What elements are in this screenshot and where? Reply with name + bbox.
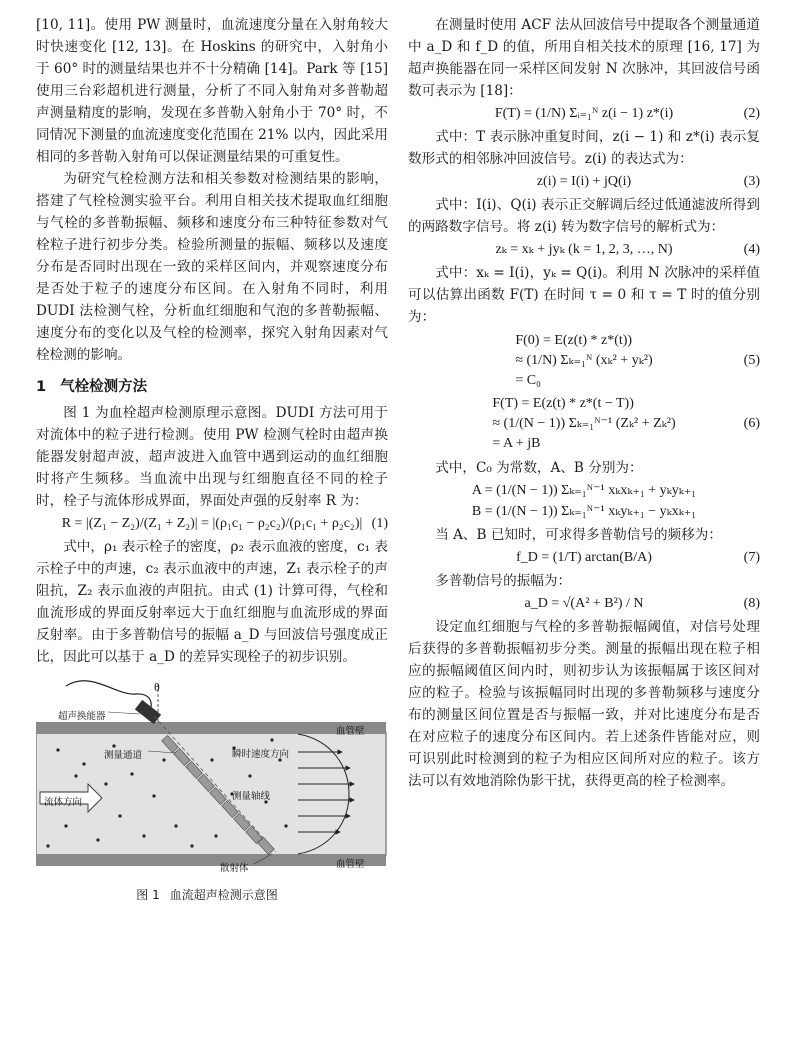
equation-5-row-2: ≈ (1/N) Σₖ₌₁ᴺ (xₖ² + yₖ²) [515, 353, 653, 368]
figure-1-caption-number: 图 1 [136, 888, 160, 902]
transducer-label: 超声换能器 [58, 711, 106, 722]
flow-direction-label: 流体方向 [44, 797, 83, 808]
equation-2 [408, 105, 760, 123]
equation-1-expression: R = |(Z₁ − Z₂)/(Z₁ + Z₂)| = |(ρ₁c₁ − ρ₂c₂)/(ρ₁c₁ + ρ₂c₂)| [61, 516, 363, 531]
equation-5-number: (5) [743, 353, 760, 368]
equation-6-row-1: F(T) = E(z(t) * z*(t − T)) [492, 396, 634, 411]
equation-8 [408, 595, 760, 613]
scatterer-dot [142, 834, 145, 837]
equation-6 [408, 394, 760, 454]
scatterer-dot [162, 758, 165, 761]
left-column [36, 14, 388, 906]
equation-7 [408, 549, 760, 567]
left-paragraph-1: [10, 11]。使用 PW 测量时，血流速度分量在入射角较大时快速变化 [12, 13]。在 Hoskins 的研究中，入射角小于 60° 时的测量结果也并不十分精确 [14]。Park 等 [15] 使用三台彩超机进行测量，分析了不同入射角对多普勒超声测量精度的影响，发现在多普勒入射角小于 70° 时，不同情况下测量的血流速度变化范围在 21% 以内，因此采用相同的多普勒入射角可以保证测量结果的可重复性。 [36, 17, 388, 165]
equation-5-row-1: F(0) = E(z(t) * z*(t)) [515, 333, 633, 348]
equation-3 [408, 173, 760, 191]
scatterer-dot [152, 794, 155, 797]
section-heading [36, 376, 388, 398]
scatterer-dot [118, 814, 121, 817]
equation-4-number: (4) [743, 242, 760, 257]
angle-theta-label: θ [154, 680, 160, 694]
equation-3-number: (3) [743, 174, 760, 189]
equation-7-expression: f_D = (1/T) arctan(B/A) [516, 550, 652, 565]
equation-b-expression: B = (1/(N − 1)) Σₖ₌₁ᴺ⁻¹ xₖyₖ₊₁ − yₖxₖ₊₁ [471, 504, 697, 519]
equation-6-row-2: ≈ (1/(N − 1)) Σₖ₌₁ᴺ⁻¹ (Zₖ² + Zₖ²) [492, 416, 676, 431]
equation-8-expression: a_D = √(A² + B²) / N [524, 596, 644, 611]
figure-1-caption-text: 血流超声检测示意图 [169, 888, 278, 902]
equation-5-rows [515, 331, 652, 391]
equation-3-expression: z(i) = I(i) + jQ(i) [536, 174, 632, 189]
measurement-channel-label: 测量通道 [104, 750, 143, 761]
right-paragraph-4: 式中：xₖ = I(i)，yₖ = Q(i)。利用 N 次脉冲的采样值可以估算出函数 F(T) 在时间 τ = 0 和 τ = T 时的值分别为： [408, 265, 760, 325]
figure-1-caption [36, 884, 388, 906]
right-paragraph-8: 设定血红细胞与气栓的多普勒振幅阈值，对信号处理后获得的多普勒振幅初步分类。测量的振幅出现在粒子相应的振幅阈值区间内时，则初步认为该振幅属于该区间对应的粒子。检验与该振幅同时出现的多普勒频移与速度分布的测量区间位置是否与振幅一致，并对比速度分布是否在对应粒子的速度分布区间内。若上述条件皆能对应，则可识别此时检测到的粒子为相应区间所对应的粒子。该方法可以有效地消除伪影干扰，获得更高的栓子检测率。 [408, 619, 760, 789]
right-paragraph-6: 当 A、B 已知时，可求得多普勒信号的频移为： [435, 527, 722, 543]
equation-1 [36, 515, 388, 533]
equation-6-row-3: = A + jB [492, 436, 541, 451]
measurement-axis-label: 测量轴线 [232, 791, 271, 802]
scatterer-dot [174, 824, 177, 827]
equation-5-row-3: = C₀ [515, 373, 541, 388]
right-paragraph-3: 式中：I(i)、Q(i) 表示正交解调后经过低通滤波所得到的两路数字信号。将 z(i) 转为数字信号的解析式为： [408, 197, 760, 235]
vessel-wall-bottom [36, 854, 386, 866]
transducer-leader-line [108, 712, 140, 714]
figure-1 [36, 676, 388, 880]
vessel-wall-top-label: 血管壁 [336, 726, 365, 737]
velocity-direction-label: 瞬时速度方向 [232, 749, 290, 760]
scatterer-dot [74, 774, 77, 777]
right-paragraph-5: 式中，C₀ 为常数，A、B 分别为： [435, 460, 643, 476]
equation-2-number: (2) [743, 106, 760, 121]
scatterer-dot [56, 748, 59, 751]
equation-4-expression: zₖ = xₖ + jyₖ (k = 1, 2, 3, …, N) [495, 242, 673, 257]
right-paragraph-1: 在测量时使用 ACF 法从回波信号中提取各个测量通道中 a_D 和 f_D 的值，所用自相关技术的原理 [16, 17] 为超声换能器在同一采样区间发射 N 次脉冲，其回波信号函数可表示为 [18]： [408, 17, 760, 99]
equation-a-expression: A = (1/(N − 1)) Σₖ₌₁ᴺ⁻¹ xₖxₖ₊₁ + yₖyₖ₊₁ [471, 483, 697, 498]
scatterer-dot [130, 772, 133, 775]
equation-5 [408, 331, 760, 391]
scatterer-label: 散射体 [220, 863, 249, 874]
ultrasound-transducer [135, 700, 161, 724]
equation-6-rows [492, 394, 675, 454]
scatterer-dot [214, 834, 217, 837]
right-column [408, 14, 760, 792]
scatterer-dot [46, 844, 49, 847]
equation-8-number: (8) [743, 596, 760, 611]
section-title: 气栓检测方法 [60, 379, 148, 395]
vessel-wall-bottom-label: 血管壁 [336, 859, 365, 870]
scatterer-dot [248, 774, 251, 777]
right-paragraph-2: 式中：T 表示脉冲重复时间，z(i − 1) 和 z*(i) 表示复数形式的相邻脉冲回波信号。z(i) 的表达式为： [408, 129, 760, 167]
scatterer-dot [64, 824, 67, 827]
scatterer-dot [270, 738, 273, 741]
right-paragraph-7: 多普勒信号的振幅为： [435, 573, 572, 589]
left-paragraph-2: 为研究气栓检测方法和相关参数对检测结果的影响，搭建了气栓检测实验平台。利用自相关技术提取血红细胞与气栓的多普勒振幅、频移和速度分布三种特征参数对气栓粒子进行初步分类。检验所测量的振幅、频移以及速度分布是否同时出现在一致的采样区间内，并观察速度分布是否处于粒子的速度分布区间。在入射角不同时，利用 DUDI 法检测气栓，分析血红细胞和气泡的多普勒振幅、速度分布的变化以及气栓的检测率，探究入射角因素对气栓检测的影响。 [36, 171, 388, 363]
scatterer-dot [210, 758, 213, 761]
scatterer-dot [82, 762, 85, 765]
equation-1-number: (1) [371, 516, 388, 531]
equation-b [408, 503, 760, 521]
equation-2-expression: F(T) = (1/N) Σᵢ₌₁ᴺ z(i − 1) z*(i) [494, 106, 674, 121]
equation-a [408, 482, 760, 500]
left-paragraph-4: 式中，ρ₁ 表示栓子的密度，ρ₂ 表示血液的密度，c₁ 表示栓子中的声速，c₂ 表示血液中的声速，Z₁ 表示栓子的声阻抗，Z₂ 表示血液的声阻抗。由式 (1) 计算可得，气栓和血流形成的界面反射率远大于血红细胞与血流形成的界面反射率。由于多普勒信号的振幅 a_D 与回波信号强度成正比，因此可以基于 a_D 的差异实现栓子的初步识别。 [36, 539, 388, 665]
left-paragraph-3: 图 1 为血栓超声检测原理示意图。DUDI 方法可用于对流体中的粒子进行检测。使用 PW 检测气栓时由超声换能器发射超声波，超声波进入血管中遇到运动的血红细胞时将产生频移。当血流中出现与红细胞直径不同的栓子时，栓子与流体形成界面，界面处声强的反射率 R 为： [36, 405, 388, 509]
equation-7-number: (7) [743, 550, 760, 565]
scatterer-dot [104, 782, 107, 785]
scatterer-dot [190, 844, 193, 847]
equation-6-number: (6) [743, 416, 760, 431]
equation-4 [408, 241, 760, 259]
section-number: 1 [36, 379, 47, 395]
scatterer-dot [284, 824, 287, 827]
scatterer-dot [96, 838, 99, 841]
